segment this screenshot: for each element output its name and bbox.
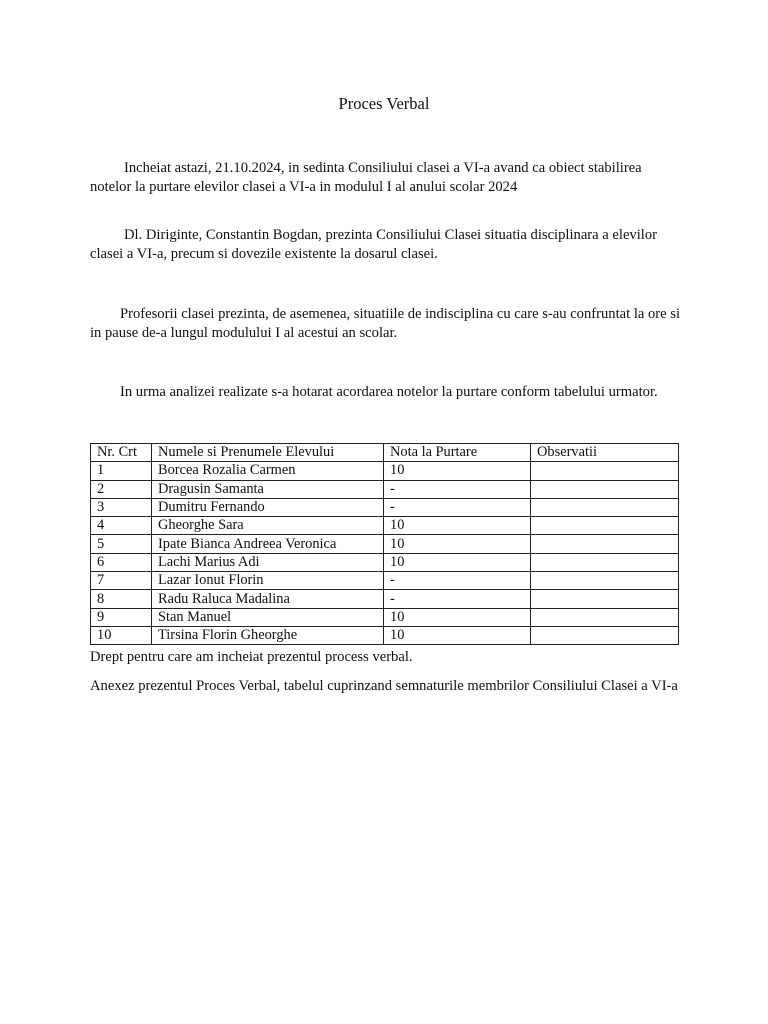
cell-nota: 10 [384, 553, 531, 571]
cell-nume: Dumitru Fernando [152, 498, 384, 516]
cell-observatii [531, 608, 679, 626]
table-row [91, 462, 679, 480]
paragraph-diriginte: Dl. Diriginte, Constantin Bogdan, prezinta Consiliului Clasei situatia disciplinara a elevilor clasei a VI-a, precum si dovezile existente la dosarul clasei. [90, 227, 657, 262]
cell-observatii [531, 590, 679, 608]
paragraph-intro: Incheiat astazi, 21.10.2024, in sedinta Consiliului clasei a VI-a avand ca obiect stabilirea notelor la purtare elevilor clasei a VI-a in modulul I al anului scolar 2024 [90, 160, 642, 195]
table-row [91, 626, 679, 644]
table-row [91, 553, 679, 571]
paragraph-anexa: Anexez prezentul Proces Verbal, tabelul cuprinzand semnaturile membrilor Consiliului Clasei a VI-a [90, 678, 678, 694]
header-nume: Numele si Prenumele Elevului [152, 444, 384, 462]
paragraph-incheiere: Drept pentru care am incheiat prezentul process verbal. [90, 649, 413, 665]
cell-nota: 10 [384, 462, 531, 480]
cell-nr: 5 [91, 535, 152, 553]
cell-nume: Borcea Rozalia Carmen [152, 462, 384, 480]
cell-nota: 10 [384, 517, 531, 535]
paragraph-profesori: Profesorii clasei prezinta, de asemenea, situatiile de indisciplina cu care s-au confruntat la ore si in pause de-a lungul modulului I al acestui an scolar. [90, 306, 681, 341]
cell-nr: 1 [91, 462, 152, 480]
cell-nr: 7 [91, 572, 152, 590]
cell-nota: - [384, 498, 531, 516]
cell-nr: 9 [91, 608, 152, 626]
paragraph-decizie: In urma analizei realizate s-a hotarat acordarea notelor la purtare conform tabelului urmator. [120, 384, 658, 400]
cell-nume: Tirsina Florin Gheorghe [152, 626, 384, 644]
header-observatii: Observatii [531, 444, 679, 462]
cell-observatii [531, 498, 679, 516]
table-row [91, 590, 679, 608]
cell-observatii [531, 517, 679, 535]
header-nota: Nota la Purtare [384, 444, 531, 462]
cell-nume: Lachi Marius Adi [152, 553, 384, 571]
grades-table [90, 443, 679, 645]
cell-nr: 3 [91, 498, 152, 516]
table-row [91, 535, 679, 553]
cell-nota: 10 [384, 535, 531, 553]
table-row [91, 517, 679, 535]
cell-nr: 8 [91, 590, 152, 608]
cell-nume: Stan Manuel [152, 608, 384, 626]
header-nr-crt: Nr. Crt [91, 444, 152, 462]
document-title: Proces Verbal [338, 94, 430, 113]
cell-nume: Dragusin Samanta [152, 480, 384, 498]
cell-observatii [531, 572, 679, 590]
cell-observatii [531, 462, 679, 480]
table-row [91, 608, 679, 626]
cell-nume: Ipate Bianca Andreea Veronica [152, 535, 384, 553]
cell-nume: Radu Raluca Madalina [152, 590, 384, 608]
cell-nota: 10 [384, 626, 531, 644]
cell-observatii [531, 535, 679, 553]
cell-nota: - [384, 572, 531, 590]
cell-nr: 4 [91, 517, 152, 535]
cell-nume: Gheorghe Sara [152, 517, 384, 535]
table-row [91, 480, 679, 498]
table-row [91, 572, 679, 590]
cell-nota: 10 [384, 608, 531, 626]
table-header-row [91, 444, 679, 462]
cell-nr: 6 [91, 553, 152, 571]
cell-observatii [531, 626, 679, 644]
cell-nr: 2 [91, 480, 152, 498]
cell-observatii [531, 480, 679, 498]
cell-nota: - [384, 480, 531, 498]
cell-observatii [531, 553, 679, 571]
cell-nota: - [384, 590, 531, 608]
cell-nume: Lazar Ionut Florin [152, 572, 384, 590]
table-row [91, 498, 679, 516]
cell-nr: 10 [91, 626, 152, 644]
